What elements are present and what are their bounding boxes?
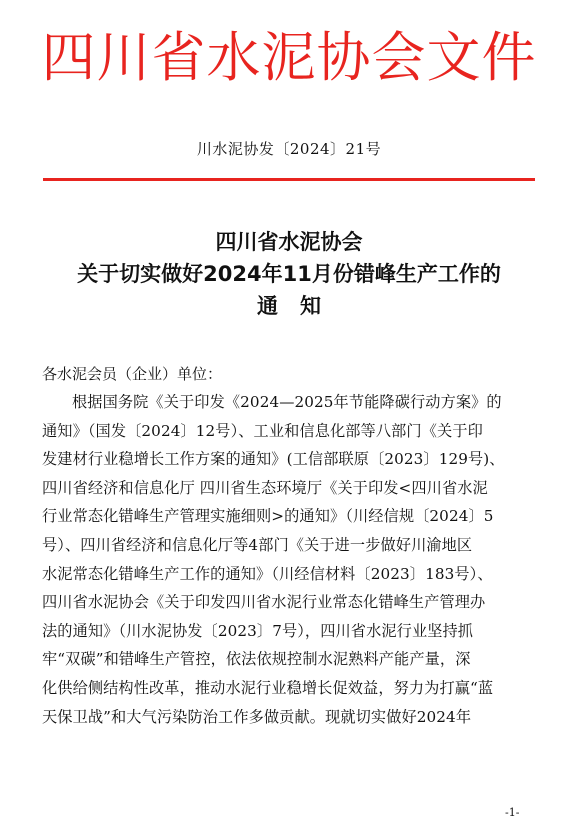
page-number: -1- (505, 806, 520, 819)
body-line: 行业常态化错峰生产管理实施细则>的通知》（川经信规〔2024〕5 (42, 507, 494, 526)
notice-title-line-3: 通知 (257, 294, 343, 318)
body-line: 牢“双碳”和错峰生产管控，依法依规控制水泥熟料产能产量，深 (42, 650, 471, 669)
body-line: 号）、四川省经济和信息化厅等4部门《关于进一步做好川渝地区 (42, 535, 473, 554)
body-line: 天保卫战”和大气污染防治工作多做贡献。现就切实做好2024年 (42, 707, 472, 726)
body-line: 化供给侧结构性改革，推动水泥行业稳增长促效益，努力为打赢“蓝 (42, 678, 494, 697)
notice-title-line-1: 四川省水泥协会 (215, 230, 363, 254)
notice-title (0, 226, 578, 322)
body-line: 四川省经济和信息化厅 四川省生态环境厅《关于印发<四川省水泥 (42, 478, 488, 497)
red-divider-line (43, 178, 535, 181)
body-text (42, 388, 548, 731)
body-line: 法的通知》（川水泥协发〔2023〕7号），四川省水泥行业坚持抓 (42, 621, 474, 640)
body-line: 四川省水泥协会《关于印发四川省水泥行业常态化错峰生产管理办 (42, 593, 486, 612)
document-number: 川水泥协发〔2024〕21号 (196, 140, 382, 158)
letterhead-title: 四川省水泥协会文件 (41, 26, 537, 89)
body-line: 根据国务院《关于印发《2024—2025年节能降碳行动方案》的 (72, 393, 502, 411)
body-line: 发建材行业稳增长工作方案的通知》(工信部联原〔2023〕129号)、 (42, 450, 505, 469)
body-line: 通知》（国发〔2024〕12号）、工业和信息化部等八部门《关于印 (42, 421, 483, 440)
salutation: 各水泥会员（企业）单位： (42, 365, 223, 383)
notice-title-line-2: 关于切实做好2024年11月份错峰生产工作的 (77, 262, 501, 286)
body-line: 水泥常态化错峰生产工作的通知》（川经信材料〔2023〕183号）、 (42, 564, 493, 583)
